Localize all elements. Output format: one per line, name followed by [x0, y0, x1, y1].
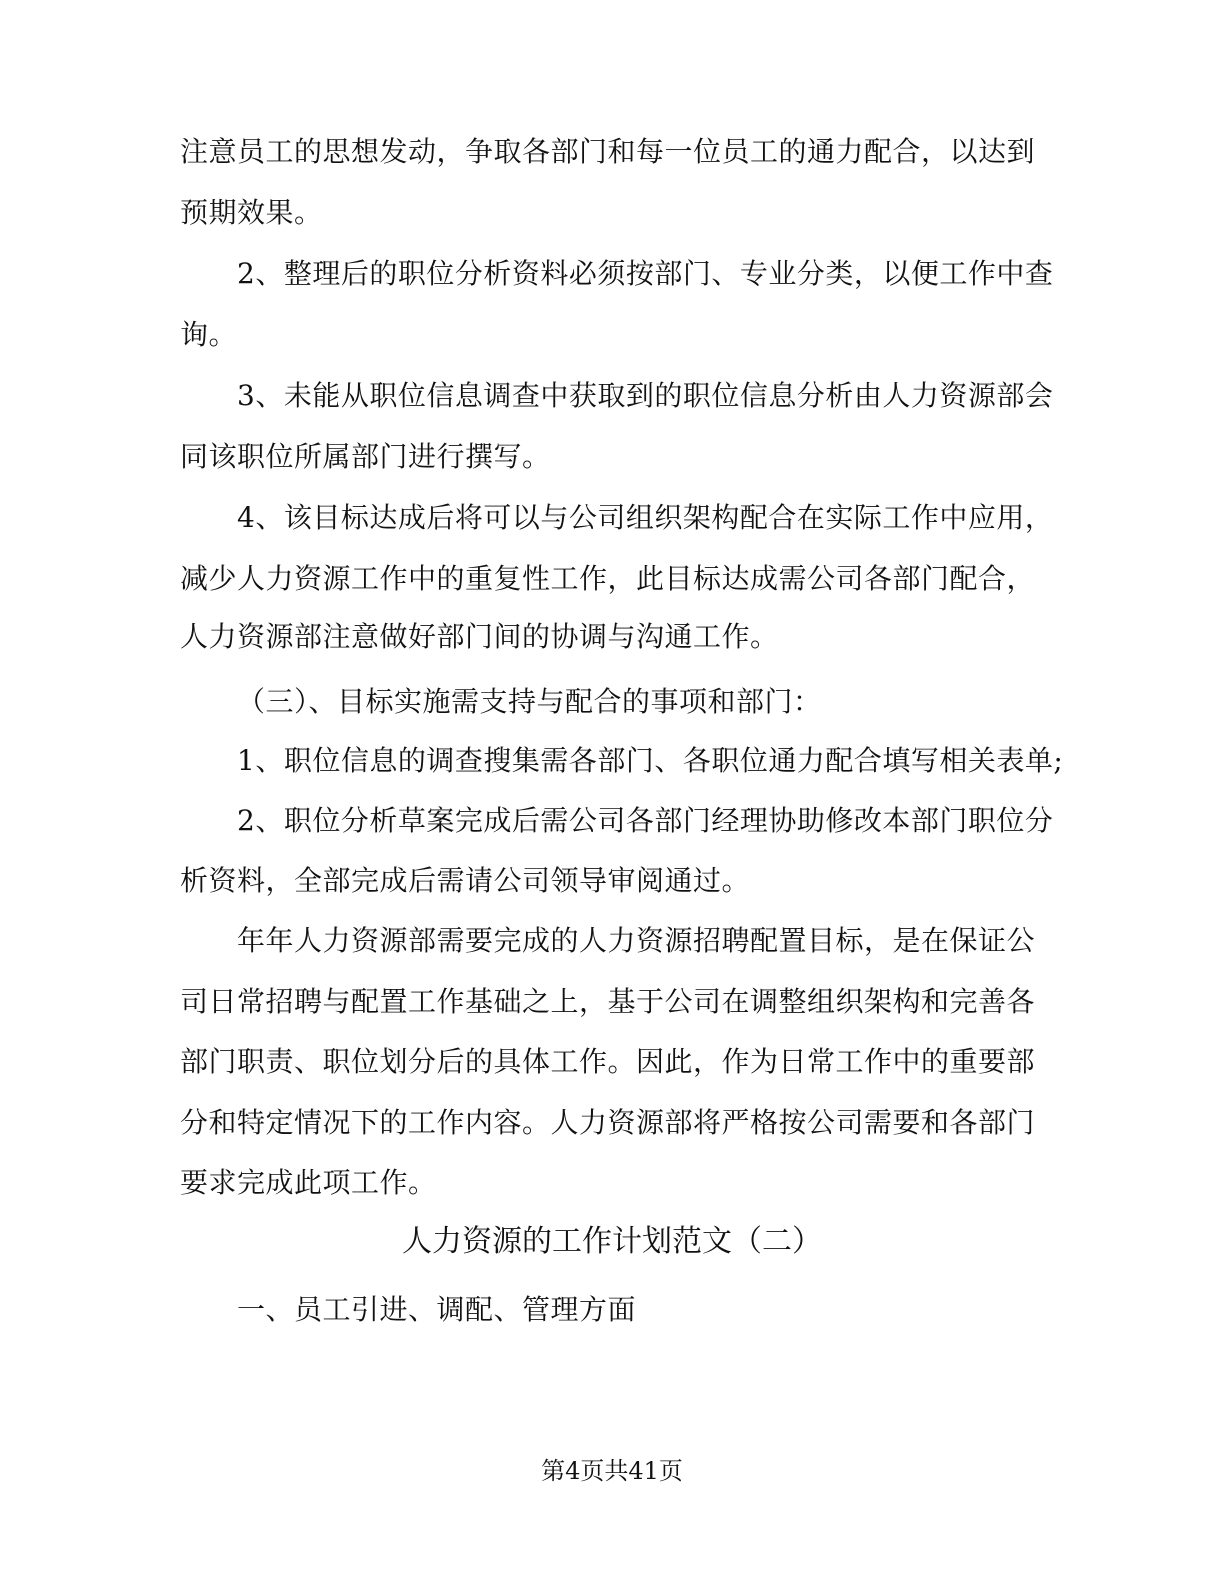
paragraph-line: 人力资源部注意做好部门间的协调与沟通工作。 — [180, 620, 779, 653]
paragraph-line: 析资料，全部完成后需请公司领导审阅通过。 — [180, 864, 751, 897]
paragraph-line: 询。 — [180, 318, 238, 351]
page-number: 第4页共41页 — [541, 1457, 683, 1485]
paragraph-line: 同该职位所属部门进行撰写。 — [180, 440, 551, 473]
subsection-heading: （三）、目标实施需支持与配合的事项和部门： — [237, 685, 822, 718]
paragraph-line: 分和特定情况下的工作内容。人力资源部将严格按公司需要和各部门 — [180, 1106, 1036, 1139]
paragraph-line: 2、整理后的职位分析资料必须按部门、专业分类，以便工作中查 — [237, 257, 1054, 290]
section-title: 人力资源的工作计划范文（二） — [402, 1224, 822, 1259]
paragraph-line: 4、该目标达成后将可以与公司组织架构配合在实际工作中应用， — [237, 501, 1054, 534]
paragraph-line: 3、未能从职位信息调查中获取到的职位信息分析由人力资源部会 — [237, 379, 1054, 412]
paragraph-line: 1、职位信息的调查搜集需各部门、各职位通力配合填写相关表单; — [237, 744, 1064, 777]
paragraph-line: 预期效果。 — [180, 196, 323, 229]
paragraph-line: 要求完成此项工作。 — [180, 1166, 437, 1199]
paragraph-line: 年年人力资源部需要完成的人力资源招聘配置目标，是在保证公 — [237, 924, 1036, 957]
paragraph-line: 司日常招聘与配置工作基础之上，基于公司在调整组织架构和完善各 — [180, 985, 1036, 1018]
paragraph-line: 减少人力资源工作中的重复性工作，此目标达成需公司各部门配合， — [180, 562, 1036, 595]
paragraph-line: 2、职位分析草案完成后需公司各部门经理协助修改本部门职位分 — [237, 804, 1054, 837]
section-heading: 一、员工引进、调配、管理方面 — [237, 1293, 637, 1326]
paragraph-line: 部门职责、职位划分后的具体工作。因此，作为日常工作中的重要部 — [180, 1045, 1036, 1078]
paragraph-line: 注意员工的思想发动，争取各部门和每一位员工的通力配合，以达到 — [180, 135, 1036, 168]
